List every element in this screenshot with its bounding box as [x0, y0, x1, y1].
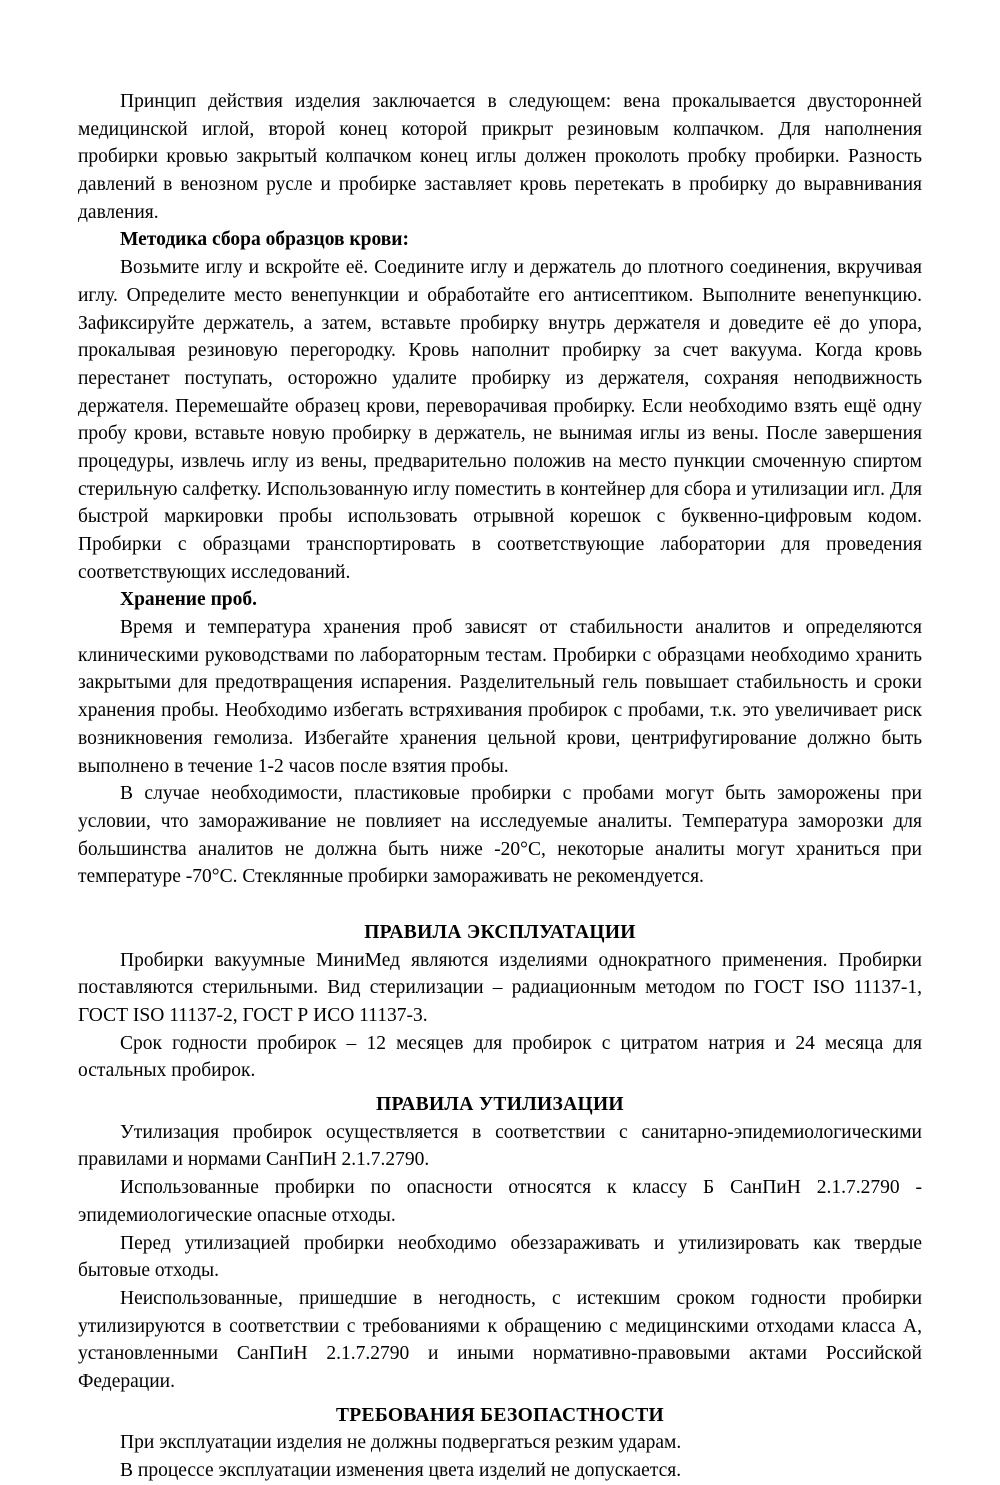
- paragraph-storage-1: Время и температура хранения проб зависят от стабильности аналитов и определяются клиническими руководствами по лабораторным тестам. Пробирки с образцами необходимо хранить закрытыми для предотвращения испарения. Разделительный гель повышает стабильность и сроки хранения пробы. Необходимо избегать встряхивания пробирок с пробами, т.к. это увеличивает риск возникновения гемолиза. Избегайте хранения цельной крови, центрифугирование должно быть выполнено в течение 1-2 часов после взятия пробы.: [78, 617, 922, 777]
- paragraph-intro: Принцип действия изделия заключается в следующем: вена прокалывается двусторонней медицинской иглой, второй конец которой прикрыт резиновым колпачком. Для наполнения пробирки кровью закрытый колпачком конец иглы должен проколоть пробку пробирки. Разность давлений в венозном русле и пробирке заставляет кровь перетекать в пробирку до выравнивания давления.: [78, 91, 922, 223]
- paragraph-disposal-1: Утилизация пробирок осуществляется в соответствии с санитарно-эпидемиологическими правилами и нормами СанПиН 2.1.7.2790.: [78, 1121, 922, 1171]
- heading-collection-method: Методика сбора образцов крови:: [120, 229, 410, 251]
- section-heading-operation-rules: ПРАВИЛА ЭКСПЛУАТАЦИИ: [364, 921, 636, 943]
- section-heading-disposal-rules: ПРАВИЛА УТИЛИЗАЦИИ: [376, 1094, 624, 1116]
- paragraph-storage-2: В случае необходимости, пластиковые пробирки с пробами могут быть заморожены при условии, что замораживание не повлияет на исследуемые аналиты. Температура заморозки для большинства аналитов не должна быть ниже -20°С, некоторые аналиты могут храниться при температуре -70°С. Стеклянные пробирки замораживать не рекомендуется.: [78, 783, 922, 888]
- paragraph-collection-method: Возьмите иглу и вскройте её. Соедините иглу и держатель до плотного соединения, вкручивая иглу. Определите место венепункции и обработайте его антисептиком. Выполните венепункцию. Зафиксируйте держатель, а затем, вставьте пробирку внутрь держателя и доведите её до упора, прокалывая резиновую перегородку. Кровь наполнит пробирку за счет вакуума. Когда кровь перестанет поступать, осторожно удалите пробирку из держателя, сохраняя неподвижность держателя. Перемешайте образец крови, переворачивая пробирку. Если необходимо взять ещё одну пробу крови, вставьте новую пробирку в держатель, не вынимая иглы из вены. После завершения процедуры, извлечь иглу из вены, предварительно положив на место пункции смоченную спиртом стерильную салфетку. Использованную иглу поместить в контейнер для сбора и утилизации игл. Для быстрой маркировки пробы использовать отрывной корешок с буквенно-цифровым кодом. Пробирки с образцами транспортировать в соответствующие лаборатории для проведения соответствующих исследований.: [78, 257, 922, 583]
- heading-sample-storage: Хранение проб.: [120, 589, 258, 611]
- paragraph-disposal-4: Неиспользованные, пришедшие в негодность, с истекшим сроком годности пробирки утилизируются в соответствии с требованиями к обращению с медицинскими отходами класса А, установленными СанПиН 2.1.7.2790 и иными нормативно-правовыми актами Российской Федерации.: [78, 1287, 922, 1392]
- spacer-before-operation-rules: [78, 891, 922, 919]
- paragraph-disposal-2: Использованные пробирки по опасности относятся к классу Б СанПиН 2.1.7.2790 - эпидемиологические опасные отходы.: [78, 1177, 922, 1226]
- document-body: [78, 88, 922, 1485]
- paragraph-safety-2: В процессе эксплуатации изменения цвета изделий не допускается.: [120, 1460, 682, 1481]
- paragraph-safety-1: При эксплуатации изделия не должны подвергаться резким ударам.: [120, 1432, 682, 1454]
- section-heading-safety-requirements: ТРЕБОВАНИЯ БЕЗОПАСТНОСТИ: [336, 1404, 664, 1426]
- paragraph-disposal-3: Перед утилизацией пробирки необходимо обеззараживать и утилизировать как твердые бытовые отходы.: [78, 1232, 922, 1282]
- paragraph-operation-2: Срок годности пробирок – 12 месяцев для пробирок с цитратом натрия и 24 месяца для остальных пробирок.: [78, 1032, 922, 1082]
- paragraph-operation-1: Пробирки вакуумные МиниМед являются изделиями однократного применения. Пробирки поставляются стерильными. Вид стерилизации – радиационным методом по ГОСТ ISO 11137-1, ГОСТ ISO 11137-2, ГОСТ Р ИСО 11137-3.: [78, 949, 922, 1026]
